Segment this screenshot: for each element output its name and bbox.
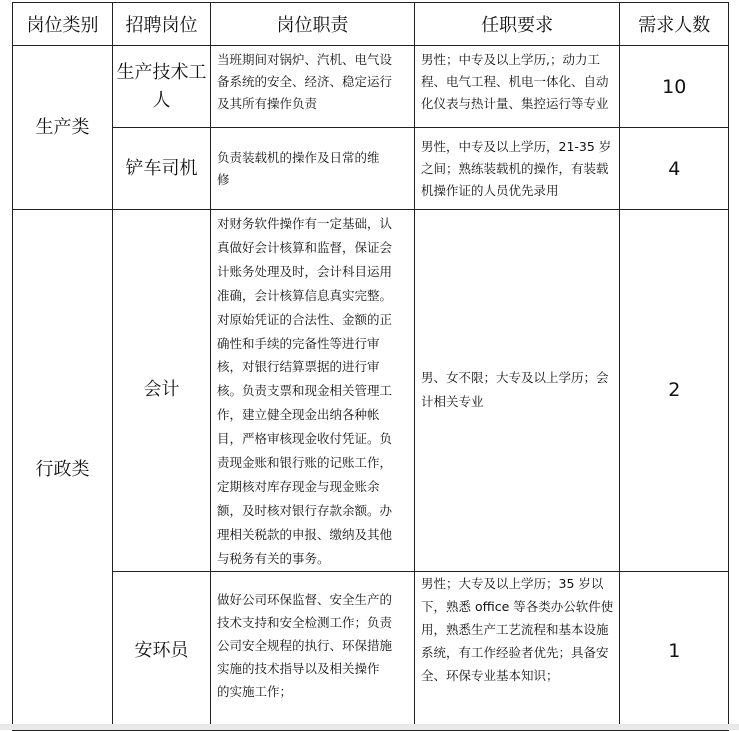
text-line: 真做好会计核算和监督，保证会 [217, 239, 393, 255]
text-line: 男性，中专及以上学历，21-35 岁 [421, 138, 612, 154]
text-line: 计相关专业 [421, 394, 484, 410]
text-line: 责现金账和银行账的记账工作， [217, 455, 393, 471]
text-line: 核，对银行结算票据的进行审 [217, 359, 380, 375]
count-cell: 2 [620, 210, 729, 572]
text-line: 程、电气工程、机电一体化、自动 [421, 74, 609, 89]
text-line: 机操作证的人员优先录用 [421, 182, 559, 198]
header-row [13, 3, 729, 46]
text-line: 核。负责支票和现金相关管理工 [217, 383, 393, 399]
text-line: 作，建立健全现金出纳各种帐 [217, 407, 380, 423]
text-line: 对原始凭证的合法性、金额的正 [217, 311, 393, 327]
text-line: 额，及时核对银行存款余额。办 [217, 502, 393, 518]
header-requirements: 任职要求 [415, 3, 620, 46]
text-line: 男、女不限；大专及以上学历；会 [421, 370, 609, 386]
count-cell: 4 [620, 128, 729, 210]
text-line: 全、环保专业基本知识； [421, 668, 559, 684]
text-line: 的实施工作； [217, 684, 293, 700]
text-line: 定期核对库存现金与现金账余 [217, 478, 380, 494]
position-cell [113, 571, 211, 730]
text-line: 修 [217, 171, 230, 187]
text-line: 准确，会计核算信息真实完整。 [217, 287, 393, 303]
text-line: 备系统的安全、经济、稳定运行 [217, 74, 393, 89]
position-cell [113, 46, 211, 128]
text-line: 安环员 [134, 639, 189, 661]
text-line: 系统，有工作经验者优先；具备安 [421, 645, 609, 661]
text-line: 当班期间对锅炉、汽机、电气设 [217, 52, 393, 67]
text-line: 实施的技术指导以及相关操作 [217, 661, 380, 677]
text-line: 男性；中专及以上学历,；动力工 [421, 52, 600, 67]
text-line: 对财务软件操作有一定基础，认 [217, 216, 393, 231]
bottom-strip [0, 724, 739, 730]
text-line: 及其所有操作负责 [217, 96, 318, 111]
text-line: 化仪表与热计量、集控运行等专业 [421, 96, 609, 111]
header-duties: 岗位职责 [211, 3, 415, 46]
duties-cell [211, 128, 415, 210]
text-line: 确性和手续的完备性等进行审 [217, 335, 380, 351]
header-position: 招聘岗位 [113, 3, 211, 46]
text-line: 做好公司环保监督、安全生产的 [217, 591, 393, 607]
text-line: 目，严格审核现金收付凭证。负 [217, 431, 393, 447]
text-line: 工人 [152, 61, 207, 111]
text-line: 生产技术 [116, 61, 189, 83]
count-cell: 10 [620, 46, 729, 128]
duties-cell [211, 210, 415, 572]
text-line: 铲车司机 [125, 157, 198, 179]
text-line: 负责装载机的操作及日常的维 [217, 149, 380, 165]
category-administration: 行政类 [13, 210, 113, 731]
text-line: 会计 [143, 379, 180, 401]
header-category: 岗位类别 [13, 3, 113, 46]
text-line: 技术支持和安全检测工作；负责 [217, 614, 393, 630]
duties-cell [211, 46, 415, 128]
duties-cell [211, 571, 415, 730]
table-row [13, 128, 729, 210]
requirements-cell [415, 46, 620, 128]
text-line: 下，熟悉 office 等各类办公软件使 [421, 598, 614, 614]
position-cell [113, 128, 211, 210]
count-cell: 1 [620, 571, 729, 730]
header-count: 需求人数 [620, 3, 729, 46]
text-line: 公司安全规程的执行、环保措施 [217, 638, 393, 653]
text-line: 理相关税款的申报、缴纳及其他 [217, 526, 393, 542]
text-line: 用，熟悉生产工艺流程和基本设施 [421, 622, 609, 637]
category-production: 生产类 [13, 46, 113, 210]
table-row [13, 46, 729, 128]
recruitment-table [12, 2, 729, 731]
requirements-cell [415, 571, 620, 730]
text-line: 与税务有关的事务。 [217, 550, 330, 566]
requirements-cell [415, 210, 620, 572]
position-cell [113, 210, 211, 572]
text-line: 之间；熟练装载机的操作，有装载 [421, 160, 609, 176]
table-row [13, 571, 729, 730]
requirements-cell [415, 128, 620, 210]
text-line: 计账务处理及时，会计科目运用 [217, 263, 393, 279]
table-row [13, 210, 729, 572]
text-line: 男性；大专及以上学历；35 岁以 [421, 575, 604, 591]
